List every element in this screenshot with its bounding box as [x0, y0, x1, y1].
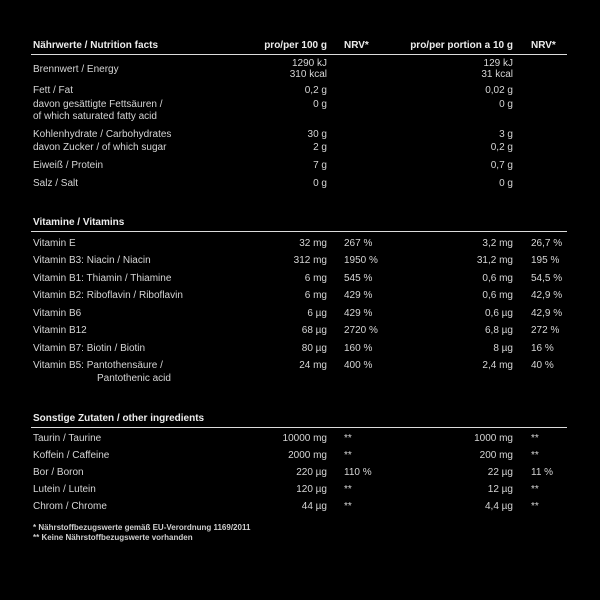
row-label-line1: Vitamin B5: Pantothensäure /: [33, 360, 163, 371]
footnote-nrv-regulation: * Nährstoffbezugswerte gemäß EU-Verordnung 1169/2011: [33, 523, 251, 532]
ingredient-table-row: [31, 432, 567, 445]
value-per-portion: [421, 159, 513, 172]
value-per-portion: [421, 99, 513, 123]
nutrition-table-row: [31, 99, 567, 123]
other-ingredients-section: [31, 432, 567, 513]
nrv-per-portion: 42,9 %: [531, 307, 563, 319]
nrv-per-100g: [327, 159, 421, 172]
nrv-per-portion: [513, 99, 567, 123]
value-per-100g: [231, 237, 327, 250]
ingredient-table-row: [31, 500, 567, 513]
column-header-nrv-portion: NRV*: [531, 40, 556, 51]
column-header-nutrition-facts: Nährwerte / Nutrition facts: [33, 40, 159, 51]
value-per-portion-line1: 8 µg: [493, 342, 513, 354]
row-label: [31, 237, 231, 250]
value-per-100g: [231, 432, 327, 445]
value-per-100g-line2: 310 kcal: [289, 69, 327, 80]
value-per-100g-line1: 220 µg: [296, 467, 327, 478]
footnote-no-nrv-available: ** Keine Nährstoffbezugswerte vorhanden: [33, 532, 193, 542]
value-per-100g-line1: 30 g: [307, 129, 327, 140]
ingredient-table-row: [31, 483, 567, 496]
value-per-100g: [231, 84, 327, 97]
nrv-per-portion: **: [531, 484, 539, 495]
row-label: [31, 99, 231, 123]
value-per-100g: [231, 99, 327, 123]
value-per-portion-line1: 0,7 g: [490, 160, 513, 171]
nrv-per-100g: 1950 %: [344, 255, 378, 266]
value-per-portion: [421, 483, 513, 496]
value-per-portion: [421, 237, 513, 250]
nrv-per-100g: [327, 177, 421, 190]
row-label-line1: Bor / Boron: [33, 467, 84, 478]
row-label: [31, 359, 231, 385]
value-per-portion: [421, 254, 513, 267]
row-label: [31, 141, 231, 154]
row-label-line1: Brennwert / Energy: [33, 63, 119, 75]
value-per-portion: [421, 84, 513, 97]
ingredient-table-row: [31, 449, 567, 462]
value-per-portion-line2: 31 kcal: [481, 69, 513, 80]
row-label: [31, 128, 231, 141]
nutrition-table-row: [31, 159, 567, 172]
vitamin-table-row: [31, 272, 567, 285]
value-per-100g-line1: 312 mg: [293, 255, 327, 266]
nrv-per-100g: [327, 99, 421, 123]
nutrition-label: [31, 40, 567, 542]
value-per-100g-line1: 1290 kJ: [291, 58, 327, 69]
nrv-per-portion: [513, 177, 567, 190]
other-ingredients-section-title: Sonstige Zutaten / other ingredients: [31, 413, 567, 428]
nrv-per-100g: 429 %: [344, 290, 373, 301]
row-label-line1: Vitamin B3: Niacin / Niacin: [33, 255, 151, 266]
value-per-portion: [421, 432, 513, 445]
nrv-per-100g: **: [344, 484, 352, 495]
nrv-per-portion: 54,5 %: [531, 272, 563, 284]
vitamin-table-row: [31, 324, 567, 337]
nrv-per-100g: 400 %: [344, 360, 373, 371]
row-label-line2: of which saturated fatty acid: [33, 111, 157, 122]
nrv-per-100g: 545 %: [344, 272, 373, 284]
value-per-portion-line1: 4,4 µg: [484, 501, 513, 512]
value-per-100g-line1: 80 µg: [301, 342, 327, 354]
value-per-100g: [231, 466, 327, 479]
nrv-per-100g: 160 %: [344, 342, 373, 354]
row-label: [31, 159, 231, 172]
value-per-100g-line1: 2000 mg: [288, 450, 327, 461]
value-per-portion-line1: 2,4 mg: [482, 360, 513, 371]
nrv-per-100g: [327, 84, 421, 97]
value-per-portion: [421, 128, 513, 141]
value-per-portion-line1: 0,2 g: [490, 142, 513, 153]
value-per-portion-line1: 129 kJ: [483, 58, 513, 69]
value-per-portion-line1: 3,2 mg: [482, 237, 513, 249]
nutrition-table-row: [31, 177, 567, 190]
nutrition-table-row: [31, 84, 567, 97]
value-per-portion-line1: 3 g: [499, 129, 513, 140]
row-label-line1: Vitamin B2: Riboflavin / Riboflavin: [33, 290, 183, 301]
value-per-portion: [421, 141, 513, 154]
nrv-per-100g: **: [344, 433, 352, 444]
value-per-100g-line1: 10000 mg: [282, 433, 327, 444]
value-per-100g: [231, 289, 327, 302]
row-label-line1: Vitamin B12: [33, 325, 87, 336]
value-per-portion-line1: 1000 mg: [474, 433, 513, 444]
vitamin-table-row: [31, 359, 567, 385]
vitamin-table-row: [31, 254, 567, 267]
value-per-100g-line1: 32 mg: [299, 237, 327, 249]
value-per-100g: [231, 254, 327, 267]
nrv-per-100g: **: [344, 450, 352, 461]
row-label-line1: Kohlenhydrate / Carbohydrates: [33, 129, 172, 140]
value-per-portion: [421, 500, 513, 513]
value-per-100g: [231, 58, 327, 80]
row-label-line1: Koffein / Caffeine: [33, 450, 110, 461]
nrv-per-100g: 110 %: [344, 467, 372, 478]
vitamin-table-row: [31, 237, 567, 250]
value-per-100g: [231, 177, 327, 190]
value-per-portion: [421, 359, 513, 385]
row-label: [31, 449, 231, 462]
nrv-per-portion: 42,9 %: [531, 290, 563, 301]
value-per-100g: [231, 272, 327, 285]
row-label: [31, 289, 231, 302]
column-header-nrv-100g: NRV*: [344, 40, 369, 51]
value-per-100g-line1: 0 g: [313, 99, 327, 110]
value-per-portion: [421, 324, 513, 337]
value-per-100g-line1: 7 g: [313, 160, 327, 171]
value-per-portion-line1: 0 g: [499, 99, 513, 110]
nrv-per-portion: [513, 141, 567, 154]
row-label: [31, 500, 231, 513]
value-per-100g-line1: 44 µg: [301, 501, 327, 512]
value-per-100g: [231, 449, 327, 462]
value-per-portion: [421, 342, 513, 355]
value-per-100g: [231, 342, 327, 355]
row-label-line1: Vitamin E: [33, 237, 76, 249]
nrv-per-100g: **: [344, 501, 352, 512]
row-label: [31, 272, 231, 285]
nrv-per-portion: **: [531, 501, 539, 512]
value-per-100g-line1: 6 mg: [304, 272, 327, 284]
nrv-per-100g: 267 %: [344, 237, 373, 249]
row-label-line1: Salz / Salt: [33, 178, 79, 189]
value-per-portion-line1: 12 µg: [487, 484, 513, 495]
value-per-portion-line1: 31,2 mg: [476, 255, 513, 266]
value-per-portion: [421, 449, 513, 462]
value-per-portion-line1: 0,6 µg: [484, 307, 513, 319]
value-per-100g: [231, 307, 327, 320]
nrv-per-portion: [513, 159, 567, 172]
vitamin-table-row: [31, 289, 567, 302]
value-per-portion-line1: 200 mg: [479, 450, 513, 461]
value-per-100g: [231, 483, 327, 496]
nrv-per-portion: 195 %: [531, 255, 560, 266]
row-label: [31, 342, 231, 355]
row-label: [31, 84, 231, 97]
value-per-portion-line1: 0,6 mg: [482, 290, 513, 301]
vitamins-section: [31, 237, 567, 386]
vitamin-table-row: [31, 342, 567, 355]
value-per-100g: [231, 159, 327, 172]
table-header-row: [31, 40, 567, 55]
value-per-100g-line1: 120 µg: [296, 484, 327, 495]
column-header-per-portion: pro/per portion a 10 g: [410, 40, 513, 51]
value-per-100g: [231, 128, 327, 141]
value-per-portion: [421, 58, 513, 80]
row-label: [31, 64, 231, 75]
row-label-line1: Fett / Fat: [33, 85, 74, 96]
nrv-per-portion: [513, 84, 567, 97]
vitamin-table-row: [31, 307, 567, 320]
value-per-portion: [421, 289, 513, 302]
value-per-portion-line1: 0,02 g: [485, 85, 513, 96]
value-per-100g-line1: 0,2 g: [304, 85, 327, 96]
value-per-100g: [231, 324, 327, 337]
nrv-per-portion: 272 %: [531, 325, 560, 336]
ingredient-table-row: [31, 466, 567, 479]
nrv-per-portion: 11 %: [531, 467, 554, 478]
row-label-line1: Vitamin B6: [33, 307, 82, 319]
row-label: [31, 466, 231, 479]
row-label: [31, 177, 231, 190]
row-label-line1: Taurin / Taurine: [33, 433, 102, 444]
nrv-per-portion: 16 %: [531, 342, 554, 354]
row-label: [31, 307, 231, 320]
nrv-per-100g: [327, 141, 421, 154]
nrv-per-portion: [513, 58, 567, 80]
value-per-100g: [231, 359, 327, 385]
row-label-line1: Vitamin B7: Biotin / Biotin: [33, 342, 146, 354]
nrv-per-portion: 40 %: [531, 360, 554, 371]
value-per-portion-line1: 6,8 µg: [484, 325, 513, 336]
value-per-portion-line1: 22 µg: [487, 467, 513, 478]
row-label: [31, 324, 231, 337]
value-per-portion-line1: 0,6 mg: [482, 272, 513, 284]
value-per-portion: [421, 307, 513, 320]
nrv-per-portion: 26,7 %: [531, 237, 563, 249]
nrv-per-100g: 429 %: [344, 307, 373, 319]
value-per-portion: [421, 466, 513, 479]
row-label-line1: davon gesättigte Fettsäuren /: [33, 99, 163, 110]
value-per-100g-line1: 2 g: [313, 142, 327, 153]
row-label: [31, 483, 231, 496]
row-label: [31, 254, 231, 267]
value-per-100g-line1: 24 mg: [299, 360, 327, 371]
nrv-per-100g: [327, 58, 421, 80]
row-label: [31, 432, 231, 445]
row-label-line1: Lutein / Lutein: [33, 484, 96, 495]
row-label-line1: Chrom / Chrome: [33, 501, 107, 512]
value-per-portion-line1: 0 g: [499, 178, 513, 189]
value-per-100g: [231, 500, 327, 513]
column-header-per-100g: pro/per 100 g: [264, 40, 327, 51]
value-per-100g-line1: 68 µg: [301, 325, 327, 336]
row-label-line1: davon Zucker / of which sugar: [33, 142, 167, 153]
nrv-per-portion: **: [531, 450, 539, 461]
nrv-per-portion: **: [531, 433, 539, 444]
value-per-100g: [231, 141, 327, 154]
row-label-line1: Vitamin B1: Thiamin / Thiamine: [33, 272, 172, 284]
value-per-portion: [421, 177, 513, 190]
row-label-line2: Pantothenic acid: [97, 373, 171, 384]
nutrition-table-row: [31, 58, 567, 80]
footnotes: [31, 523, 567, 542]
value-per-100g-line1: 6 mg: [304, 290, 327, 301]
value-per-100g-line1: 6 µg: [307, 307, 327, 319]
nrv-per-portion: [513, 128, 567, 141]
nrv-per-100g: [327, 128, 421, 141]
nutrition-table-row: [31, 128, 567, 141]
row-label-line1: Eiweiß / Protein: [33, 160, 104, 171]
nutrition-facts-section: [31, 58, 567, 190]
nutrition-table-row: [31, 141, 567, 154]
vitamins-section-title: Vitamine / Vitamins: [31, 217, 567, 232]
nrv-per-100g: 2720 %: [344, 325, 378, 336]
value-per-100g-line1: 0 g: [313, 178, 327, 189]
value-per-portion: [421, 272, 513, 285]
